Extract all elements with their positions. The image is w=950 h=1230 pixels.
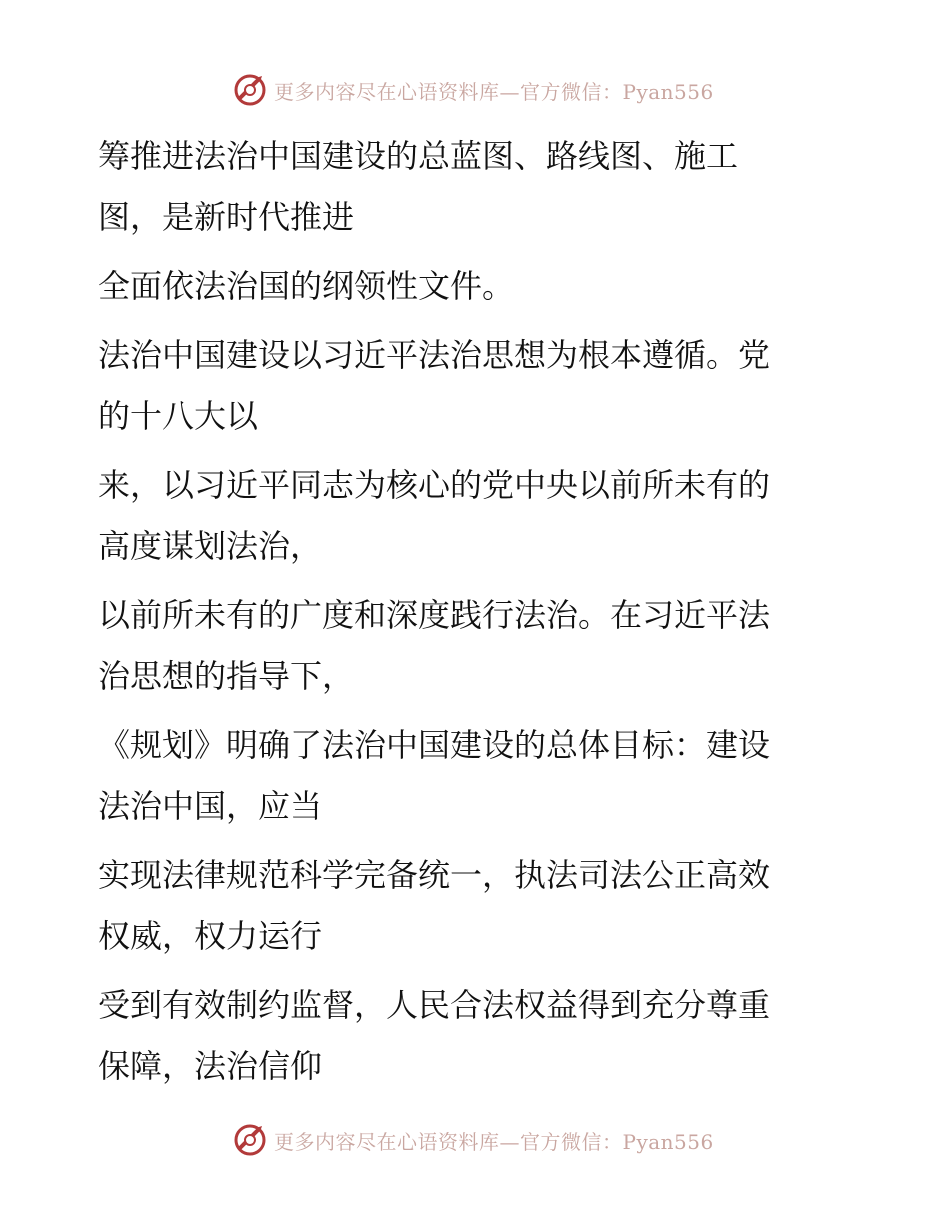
text-line: 治思想的指导下， [98,657,355,695]
text-line: 高度谋划法治， [98,527,323,565]
text-line: 的十八大以 [98,397,259,435]
watermark-text: 更多内容尽在心语资料库—官方微信：Pyan556 [274,79,714,104]
text-line: 全面依法治国的纲领性文件。 [98,267,515,305]
text-line: 《规划》明确了法治中国建设的总体目标：建设 [98,726,771,764]
text-line: 实现法律规范科学完备统一，执法司法公正高效 [98,856,771,894]
text-line: 来，以习近平同志为核心的党中央以前所未有的 [98,466,771,504]
text-line: 权威，权力运行 [98,917,323,955]
pen-swirl-logo-icon [232,72,268,108]
text-line: 筹推进法治中国建设的总蓝图、路线图、施工 [98,137,739,175]
text-line: 法治中国，应当 [98,787,323,825]
text-line: 受到有效制约监督，人民合法权益得到充分尊重 [98,986,771,1024]
text-line: 以前所未有的广度和深度践行法治。在习近平法 [98,596,771,634]
watermark-text: 更多内容尽在心语资料库—官方微信：Pyan556 [274,1129,714,1154]
document-body [98,126,838,1097]
text-line: 保障，法治信仰 [98,1047,323,1085]
watermark-header [232,70,714,110]
text-line: 图，是新时代推进 [98,198,355,236]
text-line: 法治中国建设以习近平法治思想为根本遵循。党 [98,336,771,374]
watermark-footer [232,1120,714,1160]
pen-swirl-logo-icon [232,1122,268,1158]
